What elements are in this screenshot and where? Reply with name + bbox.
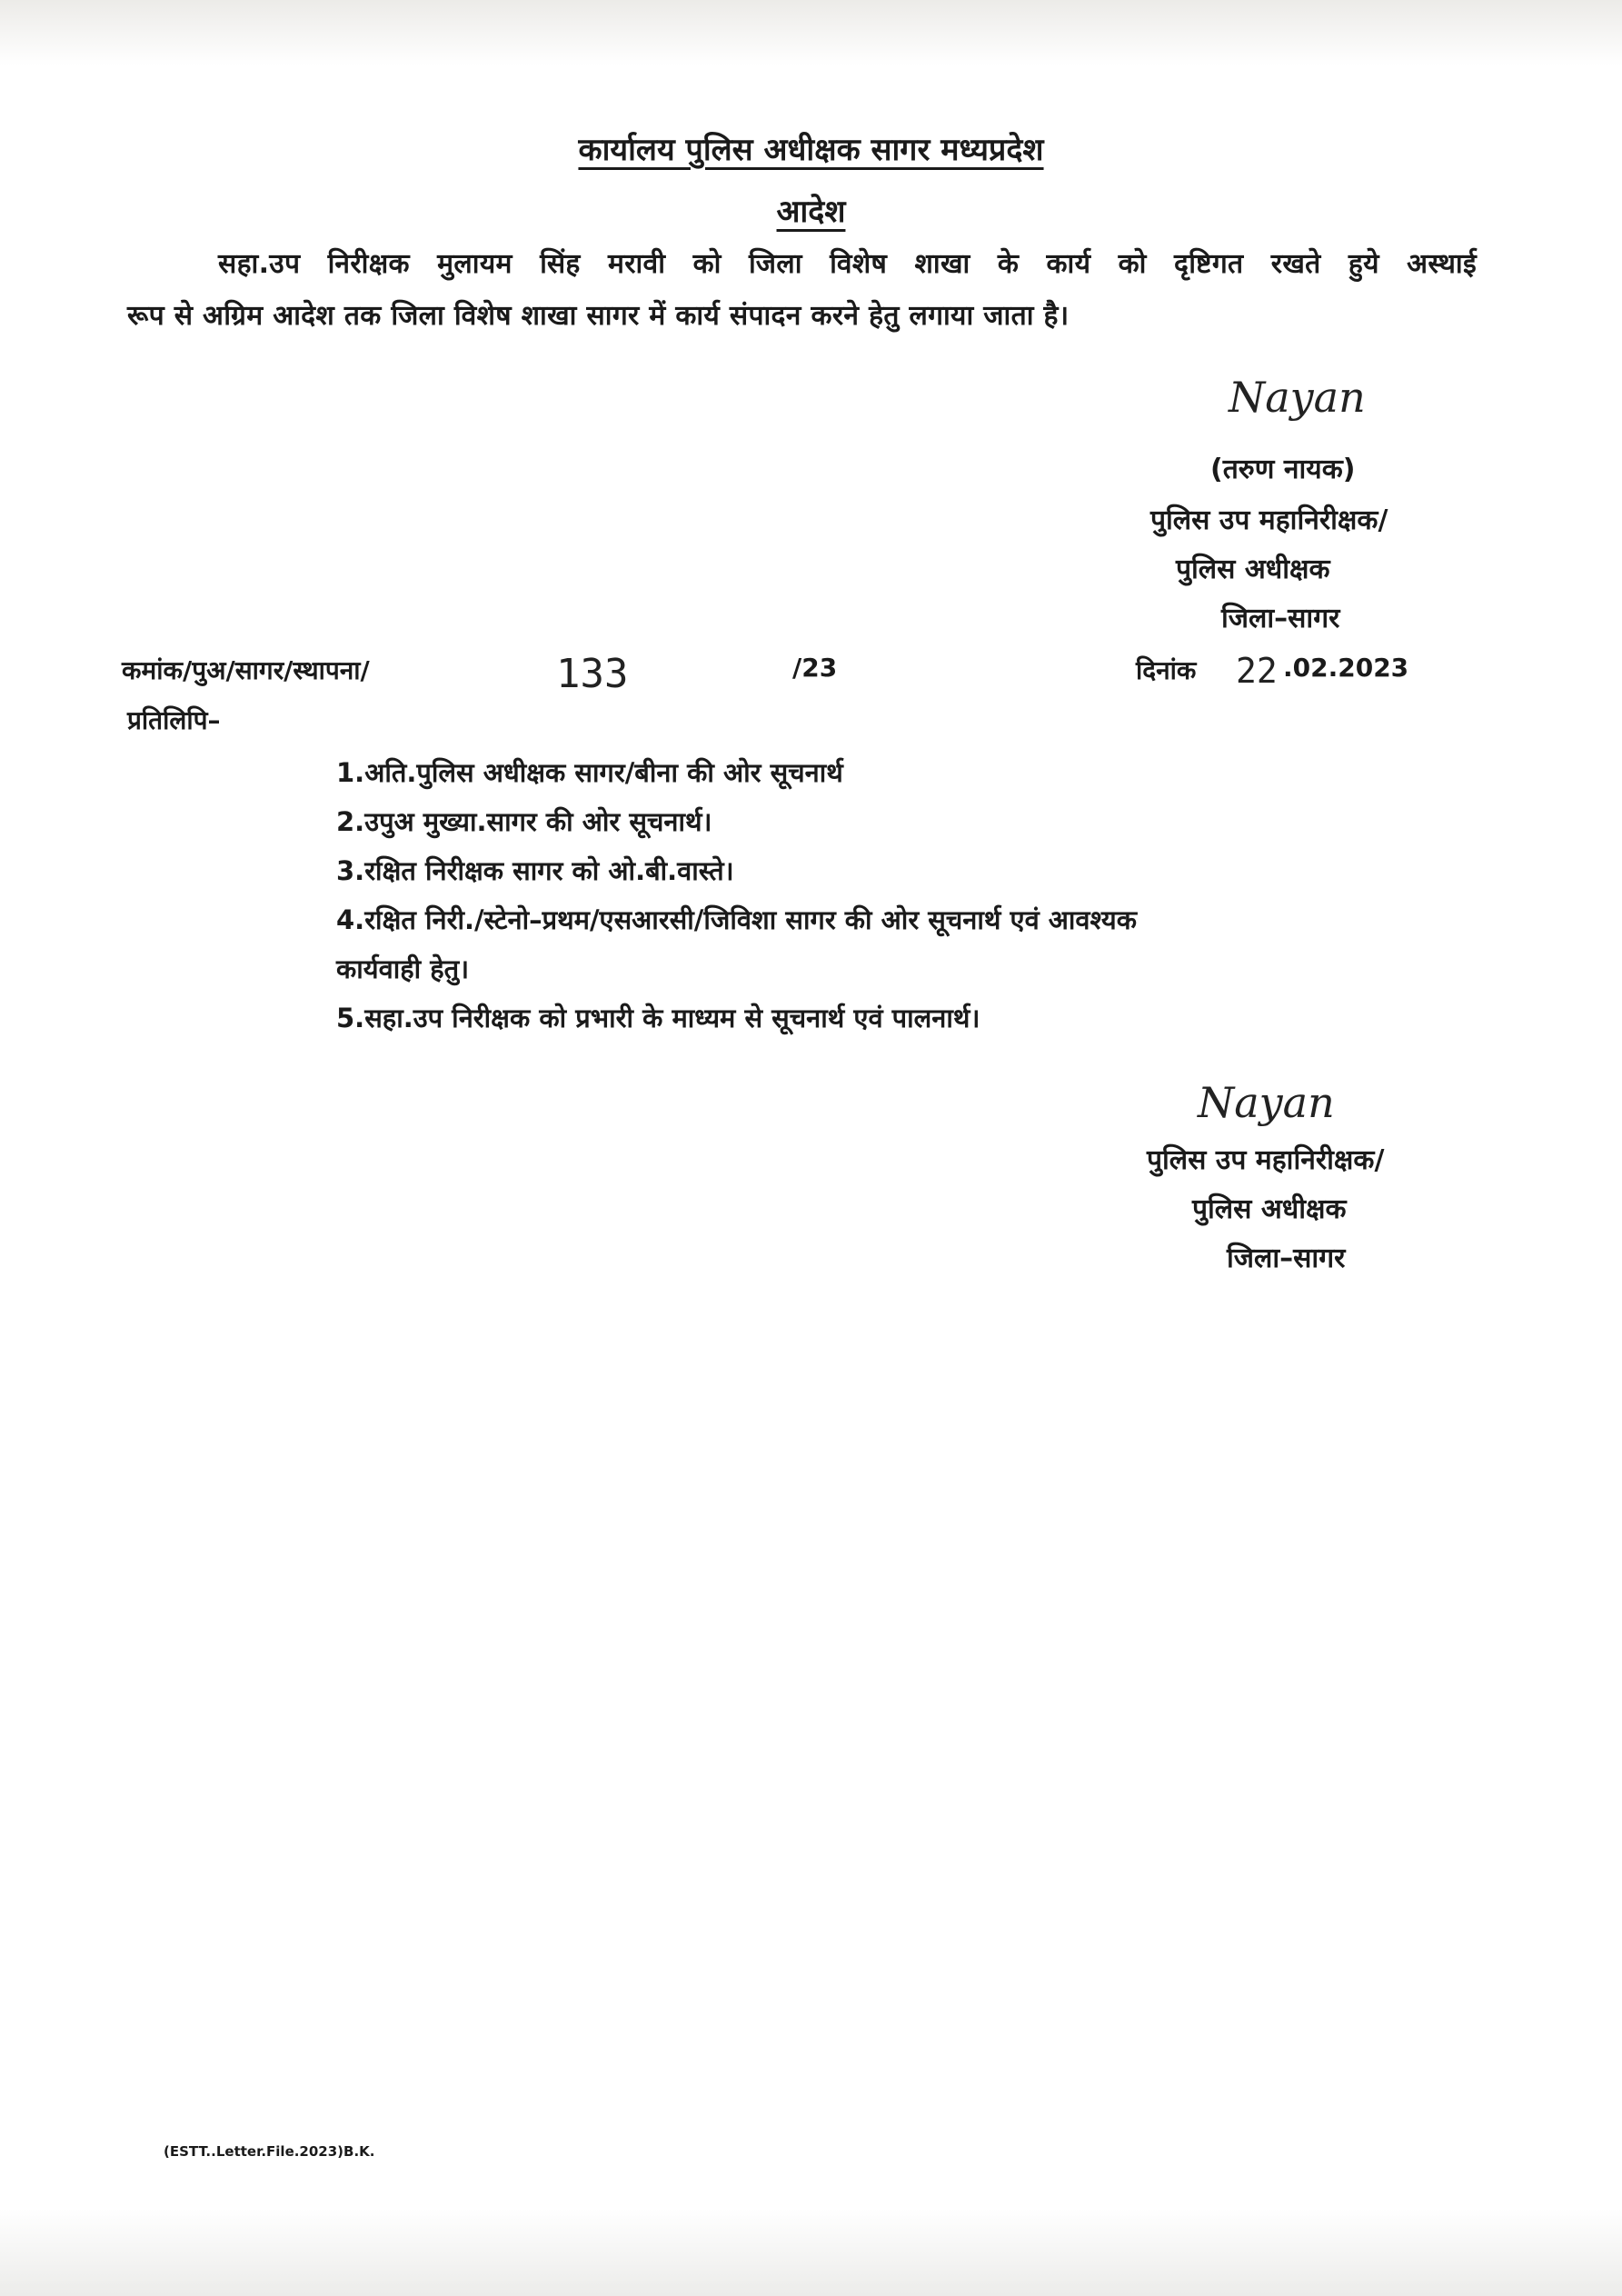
copy-item-2: 2.उपुअ मुख्या.सागर की ओर सूचनार्थ। [336,806,712,837]
signatory-2-designation-2: पुलिस अधीक्षक [1192,1193,1347,1225]
order-body-line-2: रूप से अग्रिम आदेश तक जिला विशेष शाखा सागर में कार्य संपादन करने हेतु लगाया जाता है। [127,300,1070,332]
reference-number: 133 [556,651,629,697]
reference-suffix: /23 [792,653,838,683]
scan-shadow-top [0,0,1622,65]
signatory-2-district: जिला–सागर [1227,1243,1346,1274]
signatory-designation-1: पुलिस उप महानिरीक्षक/ [1150,504,1388,536]
signatory-2-designation-1: पुलिस उप महानिरीक्षक/ [1147,1144,1385,1176]
scan-shadow-bottom [0,2209,1622,2296]
signature-scrawl-1: Nayan [1229,373,1366,422]
copy-item-1: 1.अति.पुलिस अधीक्षक सागर/बीना की ओर सूचनार्थ [336,757,843,788]
copy-item-5: 5.सहा.उप निरीक्षक को प्रभारी के माध्यम से सूचनार्थ एवं पालनार्थ। [336,1003,980,1033]
office-title: कार्यालय पुलिस अधीक्षक सागर मध्यप्रदेश [578,132,1044,168]
copy-label: प्रतिलिपि– [127,705,221,735]
signatory-designation-2: पुलिस अधीक्षक [1176,554,1330,585]
footer-file-code: (ESTT..Letter.File.2023)B.K. [164,2143,375,2160]
reference-label: कमांक/पुअ/सागर/स्थापना/ [122,655,370,685]
order-body-line-1: सहा.उप निरीक्षक मुलायम सिंह मरावी को जिला विशेष शाखा के कार्य को दृष्टिगत रखते हुये अस्थाई [218,248,1477,280]
signature-scrawl-2: Nayan [1198,1078,1335,1127]
copy-item-3: 3.रक्षित निरीक्षक सागर को ओ.बी.वास्ते। [336,855,734,886]
signatory-name: (तरुण नायक) [1210,454,1356,485]
copy-item-4: 4.रक्षित निरी./स्टेनो–प्रथम/एसआरसी/जिविशा सागर की ओर सूचनार्थ एवं आवश्यक [336,904,1137,935]
date-label: दिनांक [1136,655,1197,685]
order-title: आदेश [776,194,846,230]
signatory-district: जिला–सागर [1221,603,1340,634]
date-rest: .02.2023 [1283,653,1409,683]
copy-item-4-continued: कार्यवाही हेतु। [336,953,470,984]
date-day: 22 [1236,651,1278,691]
